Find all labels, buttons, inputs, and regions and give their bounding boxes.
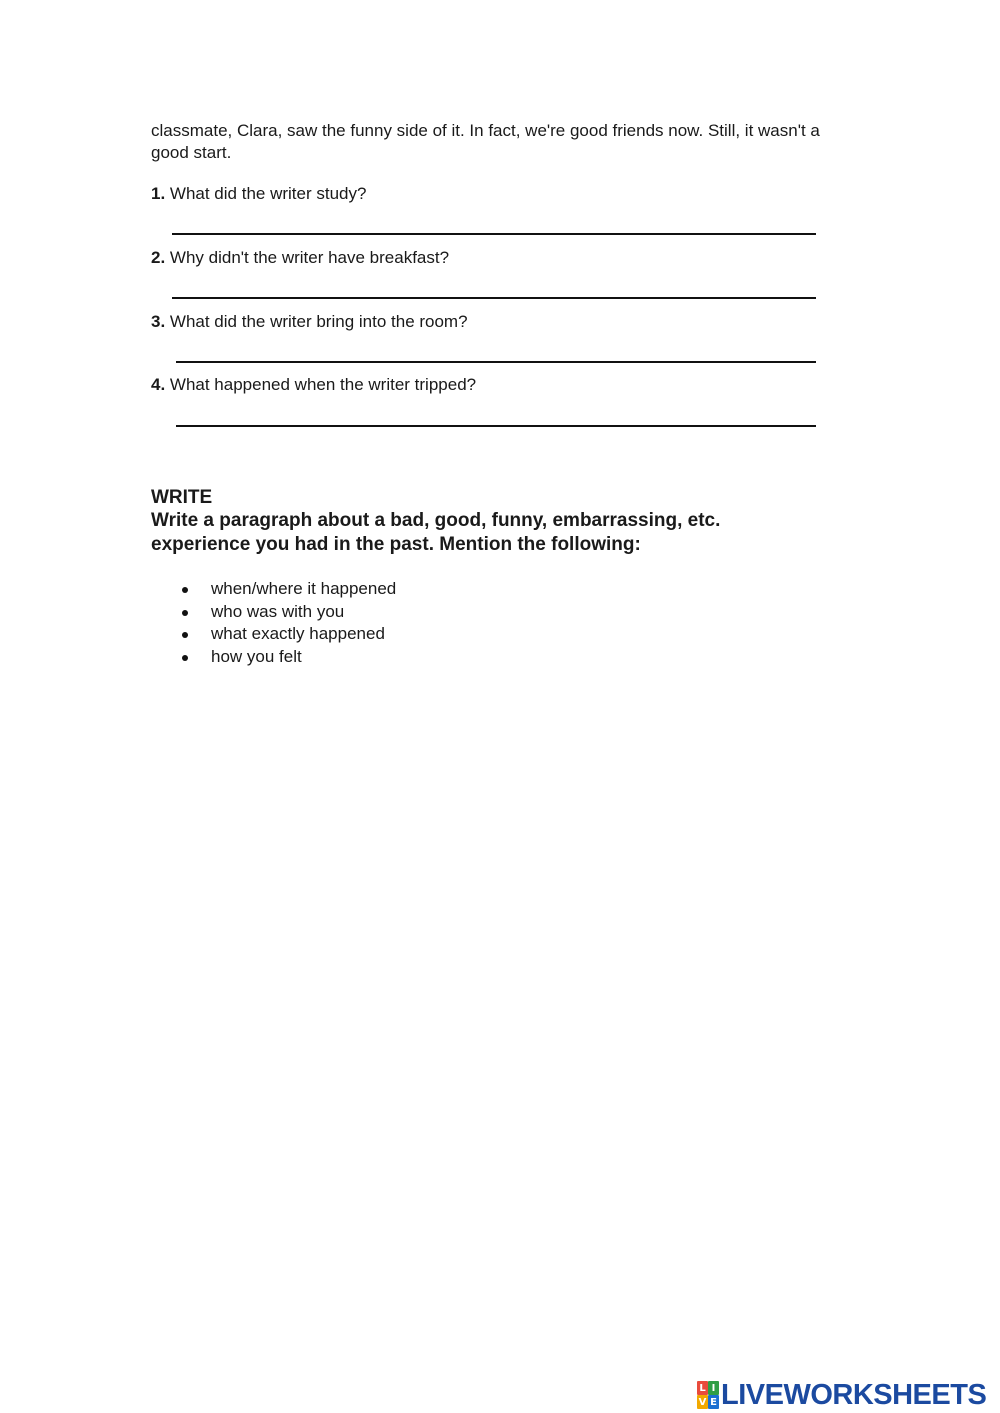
list-item	[151, 623, 396, 646]
question-3	[151, 311, 468, 333]
question-2	[151, 247, 449, 269]
answer-line-3[interactable]	[176, 361, 816, 363]
write-instructions: Write a paragraph about a bad, good, funny, embarrassing, etc. experience you had in the past. Mention the following:	[151, 510, 721, 555]
bullet-icon	[182, 632, 188, 638]
bullet-icon	[182, 610, 188, 616]
question-number: 4.	[151, 375, 166, 394]
logo-letter-e: E	[708, 1395, 719, 1409]
bullet-icon	[182, 587, 188, 593]
question-1	[151, 183, 366, 205]
write-bullet-list	[151, 578, 396, 668]
question-number: 1.	[151, 184, 166, 203]
logo-letter-l: L	[697, 1381, 708, 1395]
write-heading: WRITE	[151, 487, 213, 508]
answer-line-1[interactable]	[172, 233, 816, 235]
answer-line-4[interactable]	[176, 425, 816, 427]
bullet-text: who was with you	[211, 601, 345, 621]
intro-paragraph: classmate, Clara, saw the funny side of it. In fact, we're good friends now. Still, it wasn't a good start.	[151, 121, 820, 162]
bullet-text: when/where it happened	[211, 579, 397, 598]
question-text: Why didn't the writer have breakfast?	[165, 248, 450, 267]
question-text: What did the writer bring into the room?	[165, 312, 468, 331]
liveworksheets-logo-icon	[697, 1381, 719, 1409]
question-number: 3.	[151, 312, 166, 331]
liveworksheets-brand	[697, 1377, 986, 1413]
bullet-text: how you felt	[211, 646, 302, 666]
question-4	[151, 374, 476, 396]
logo-letter-v: V	[698, 1396, 707, 1408]
logo-letter-i: I	[708, 1381, 719, 1395]
bullet-icon	[182, 655, 188, 661]
question-text: What did the writer study?	[165, 184, 367, 203]
question-text: What happened when the writer tripped?	[165, 375, 477, 394]
list-item	[151, 646, 396, 669]
answer-line-2[interactable]	[172, 297, 816, 299]
brand-wordmark: LIVEWORKSHEETS	[721, 1378, 987, 1411]
list-item	[151, 578, 396, 601]
question-number: 2.	[151, 248, 166, 267]
bullet-text: what exactly happened	[211, 624, 385, 643]
list-item	[151, 601, 396, 624]
